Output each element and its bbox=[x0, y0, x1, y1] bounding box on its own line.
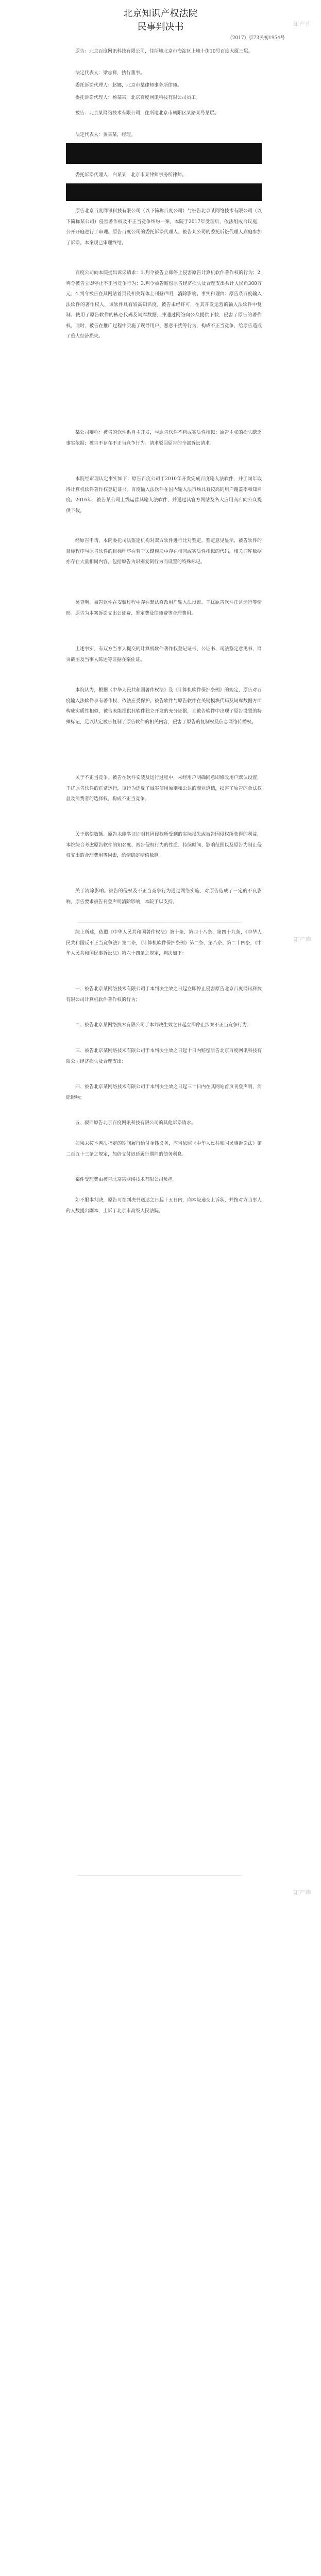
judgment-item: 三、被告北京某网络技术有限公司于本判决生效之日起十日内赔偿原告北京百度网讯科技有限公司经济损失及合理支出； bbox=[66, 1048, 262, 1064]
redaction-block bbox=[66, 143, 262, 164]
paragraph: 如果未按本判决指定的期间履行给付金钱义务，应当依照《中华人民共和国民事诉讼法》第二百五十三条之规定，加倍支付迟延履行期间的债务利息。 bbox=[66, 1141, 262, 1157]
case-number: （2017）京73民初1954号 bbox=[227, 36, 285, 41]
watermark: 知产库 bbox=[293, 936, 312, 943]
paragraph: 综上所述，依照《中华人民共和国著作权法》第十条、第四十八条、第四十九条，《中华人民共和国反不正当竞争法》第二条，《计算机软件保护条例》第二条、第八条、第二十四条，《中华人民共和国民事诉讼法》第六十四条之规定，判决如下： bbox=[66, 930, 262, 956]
paragraph: 本院认为，根据《中华人民共和国著作权法》及《计算机软件保护条例》的规定，原告对百度输入法软件享有著作权，依法应受保护。被告软件与原告软件在关键模块代码及词库数据方面构成实质性相似，被告未能提供其软件独立开发的充分证据，且被告软件中出现了原告设置的特殊标记，足以认定被告复制了原告软件的相关内容，侵害了原告的复制权及信息网络传播权。 bbox=[66, 688, 262, 725]
paragraph: 上述事实，有双方当事人提交的计算机软件著作权登记证书、公证书、司法鉴定意见书、网页截图及当事人陈述等证据在案佐证。 bbox=[66, 647, 262, 663]
paragraph: 百度公司向本院提出诉讼请求：1.判令被告立即停止侵害原告计算机软件著作权的行为；2.判令被告立即停止不正当竞争行为；3.判令被告赔偿原告经济损失及合理支出共计人民币300万元；4.判令被告在其网站首页及相关媒体上刊登声明，消除影响。事实和理由：原告系百度输入法软件的著作权人，该软件具有较高知名度。被告未经许可，在其开发运营的输入法软件中复制、使用了原告软件的核心代码及词库数据，并通过网络向公众提供下载，侵害了原告的著作权。同时，被告在推广过程中实施了误导用户、恶意干扰等行为，构成不正当竞争，给原告造成了重大经济损失。 bbox=[66, 270, 262, 339]
paragraph: 本院经审理认定事实如下：原告百度公司于2010年开发完成百度输入法软件，并于同年取得计算机软件著作权登记证书。百度输入法软件在国内输入法市场具有较高的用户覆盖率和知名度。2016年，被告某公司上线运营其输入法软件，并通过其官方网站及各大应用商店向公众提供下载。 bbox=[66, 477, 262, 514]
paragraph: 案件受理费由被告北京某网络技术有限公司负担。 bbox=[75, 1177, 178, 1182]
watermark: 知产库 bbox=[293, 1889, 312, 1896]
paragraph: 某公司辩称：被告的软件系自主开发，与原告软件不构成实质性相似；原告主张的损失缺乏事实依据；被告不存在不正当竞争行为。请求驳回原告的全部诉讼请求。 bbox=[66, 430, 262, 446]
divider bbox=[77, 922, 242, 923]
paragraph: 关于赔偿数额。原告未能举证证明其因侵权所受到的实际损失或被告因侵权所获得的利益，本院综合考虑原告软件的知名度、被告侵权行为的性质、持续时间、影响范围以及原告为制止侵权支出的合理费用等因素，酌情确定赔偿数额。 bbox=[66, 832, 262, 858]
judgment-item: 四、被告北京某网络技术有限公司于本判决生效之日起三十日内在其网站首页刊登声明，消除影响； bbox=[66, 1084, 262, 1100]
court-name: 北京知识产权法院 bbox=[123, 8, 198, 19]
paragraph: 关于不正当竞争。被告在软件安装及运行过程中，未经用户明确同意即修改用户默认设置，干扰原告软件的正常运行，该行为违反了诚实信用原则和公认的商业道德，损害了原告的合法权益及消费者的选择权，构成不正当竞争。 bbox=[66, 775, 262, 802]
divider bbox=[77, 1875, 242, 1876]
paragraph: 另查明，被告软件在安装过程中存在默认修改用户输入法设置、干扰原告软件正常运行等情形。原告为本案诉讼支出公证费、鉴定费及律师费等合理费用。 bbox=[66, 600, 262, 616]
paragraph: 法定代表人：黄某某，经理。 bbox=[75, 132, 136, 138]
paragraph: 如不服本判决，原告可在判决书送达之日起十五日内，向本院递交上诉状，并按对方当事人的人数提出副本，上诉于北京市高级人民法院。 bbox=[66, 1198, 262, 1214]
paragraph: 关于消除影响。被告的侵权及不正当竞争行为通过网络实施，对原告造成了一定的不良影响，原告要求被告刊登声明消除影响，本院予以支持。 bbox=[66, 889, 262, 905]
paragraph: 法定代表人：梁志祥，执行董事。 bbox=[75, 71, 145, 76]
document-header bbox=[0, 7, 321, 34]
paragraph: 委托诉讼代理人：白某某，北京市某律师事务所律师。 bbox=[75, 173, 187, 178]
redaction-block bbox=[66, 183, 262, 201]
watermark: 知产库 bbox=[293, 21, 312, 27]
paragraph: 委托诉讼代理人：赵娜，北京市某律师事务所律师。 bbox=[75, 83, 182, 88]
paragraph: 经原告申请，本院委托司法鉴定机构对双方软件进行比对鉴定。鉴定意见显示，被告软件的目标程序与原告软件的目标程序在若干关键模块中存在相同或实质性相似的代码，相关词库数据亦存在大量相同内容，包括原告为识别复制行为而设置的特殊标记。 bbox=[66, 538, 262, 565]
judgment-item: 一、被告北京某网络技术有限公司于本判决生效之日起立即停止侵害原告北京百度网讯科技有限公司计算机软件著作权的行为； bbox=[66, 987, 262, 1003]
judgment-item: 五、驳回原告北京百度网讯科技有限公司的其他诉讼请求。 bbox=[75, 1121, 196, 1126]
judgment-item: 二、被告北京某网络技术有限公司于本判决生效之日起立即停止涉案不正当竞争行为； bbox=[75, 1023, 252, 1028]
paragraph: 被告：北京某网络技术有限公司，住所地北京市朝阳区某路某号某层。 bbox=[75, 111, 219, 116]
document-type-title: 民事判决书 bbox=[137, 22, 184, 32]
paragraph: 委托诉讼代理人：杨某某，北京百度网讯科技有限公司员工。 bbox=[75, 95, 201, 100]
paragraph: 原告：北京百度网讯科技有限公司，住所地北京市海淀区上地十街10号百度大厦三层。 bbox=[75, 49, 253, 54]
paragraph: 原告北京百度网讯科技有限公司（以下简称百度公司）与被告北京某网络技术有限公司（以下简称某公司）侵害著作权及不正当竞争纠纷一案，本院于2017年受理后，依法组成合议庭，公开开庭进行了审理。原告百度公司的委托诉讼代理人、被告某公司的委托诉讼代理人到庭参加了诉讼。本案现已审理终结。 bbox=[66, 209, 262, 246]
